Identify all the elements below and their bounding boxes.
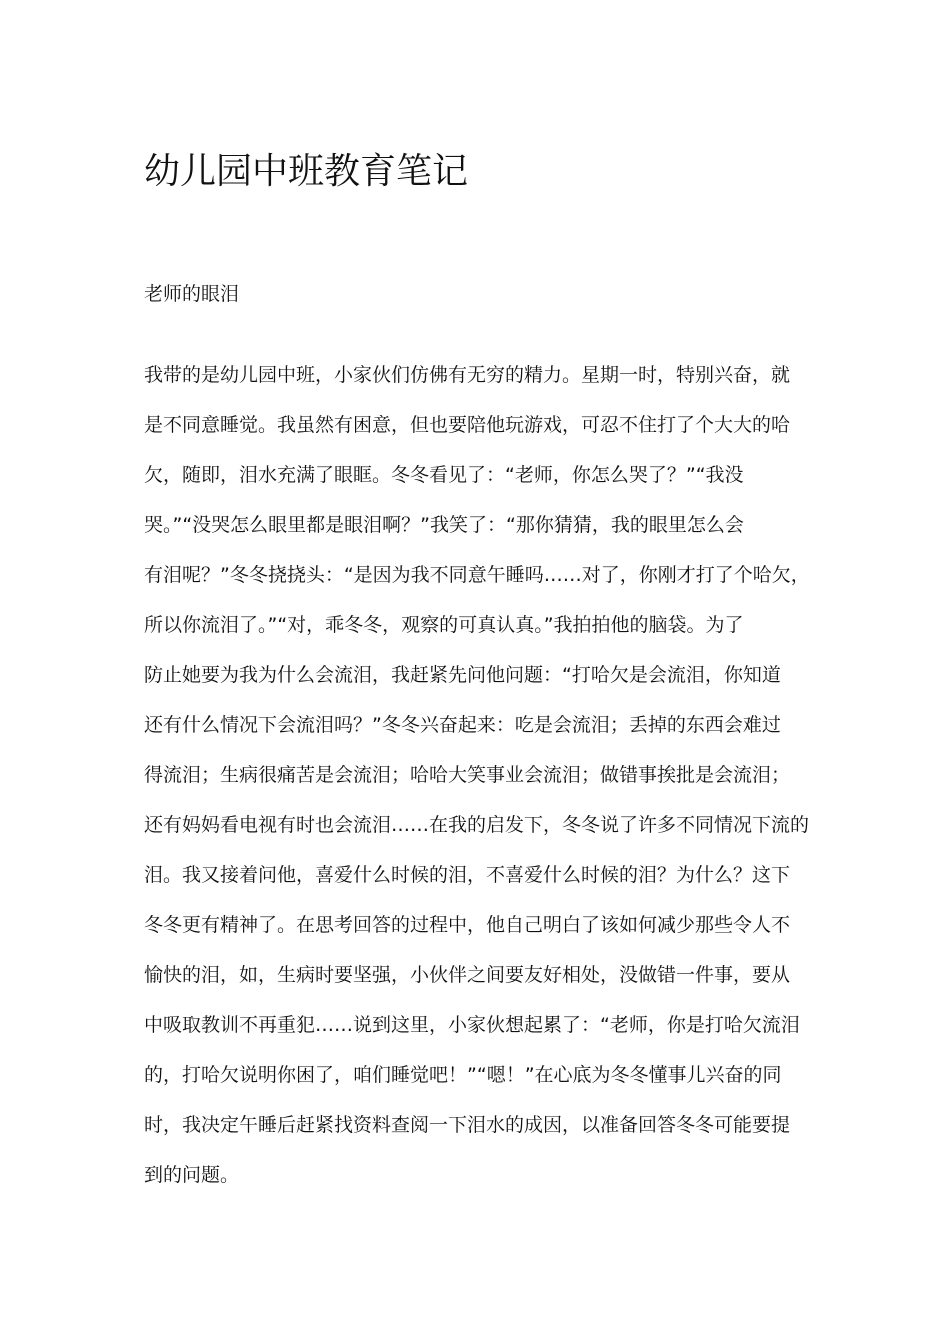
section-title: 老师的眼泪 <box>144 283 240 305</box>
document-title: 幼儿园中班教育笔记 <box>144 151 469 192</box>
paragraph-line: 中吸取教训不再重犯……说到这里，小家伙想起累了：“老师，你是打哈欠流泪 <box>144 1014 800 1036</box>
paragraph-line: 冬冬更有精神了。在思考回答的过程中，他自己明白了该如何减少那些令人不 <box>144 914 791 936</box>
paragraph-line: 哭。”“没哭怎么眼里都是眼泪啊？”我笑了：“那你猜猜，我的眼里怎么会 <box>144 514 744 536</box>
paragraph-line: 泪。我又接着问他，喜爱什么时候的泪，不喜爱什么时候的泪？为什么？这下 <box>144 864 791 886</box>
paragraph-line: 欠，随即，泪水充满了眼眶。冬冬看见了：“老师，你怎么哭了？”“我没 <box>144 464 744 486</box>
paragraph-line: 时，我决定午睡后赶紧找资料查阅一下泪水的成因，以准备回答冬冬可能要提 <box>144 1114 791 1136</box>
paragraph-line: 所以你流泪了。”“对，乖冬冬，观察的可真认真。”我拍拍他的脑袋。为了 <box>144 614 744 636</box>
paragraph-line: 愉快的泪，如，生病时要坚强，小伙伴之间要友好相处，没做错一件事，要从 <box>144 964 791 986</box>
paragraph-line: 我带的是幼儿园中班，小家伙们仿佛有无穷的精力。星期一时，特别兴奋，就 <box>144 364 791 386</box>
paragraph-line: 还有什么情况下会流泪吗？”冬冬兴奋起来：吃是会流泪；丢掉的东西会难过 <box>144 714 781 736</box>
paragraph-line: 是不同意睡觉。我虽然有困意，但也要陪他玩游戏，可忍不住打了个大大的哈 <box>144 414 791 436</box>
paragraph-line: 到的问题。 <box>144 1164 240 1186</box>
paragraph-line: 还有妈妈看电视有时也会流泪……在我的启发下，冬冬说了许多不同情况下流的 <box>144 814 810 836</box>
body-paragraph <box>144 350 824 1200</box>
paragraph-line: 的，打哈欠说明你困了，咱们睡觉吧！”“嗯！”在心底为冬冬懂事儿兴奋的同 <box>144 1064 782 1086</box>
paragraph-line: 得流泪；生病很痛苦是会流泪；哈哈大笑事业会流泪；做错事挨批是会流泪； <box>144 764 791 786</box>
paragraph-line: 防止她要为我为什么会流泪，我赶紧先问他问题：“打哈欠是会流泪，你知道 <box>144 664 781 686</box>
paragraph-line: 有泪呢？”冬冬挠挠头：“是因为我不同意午睡吗……对了，你刚才打了个哈欠， <box>144 564 810 586</box>
